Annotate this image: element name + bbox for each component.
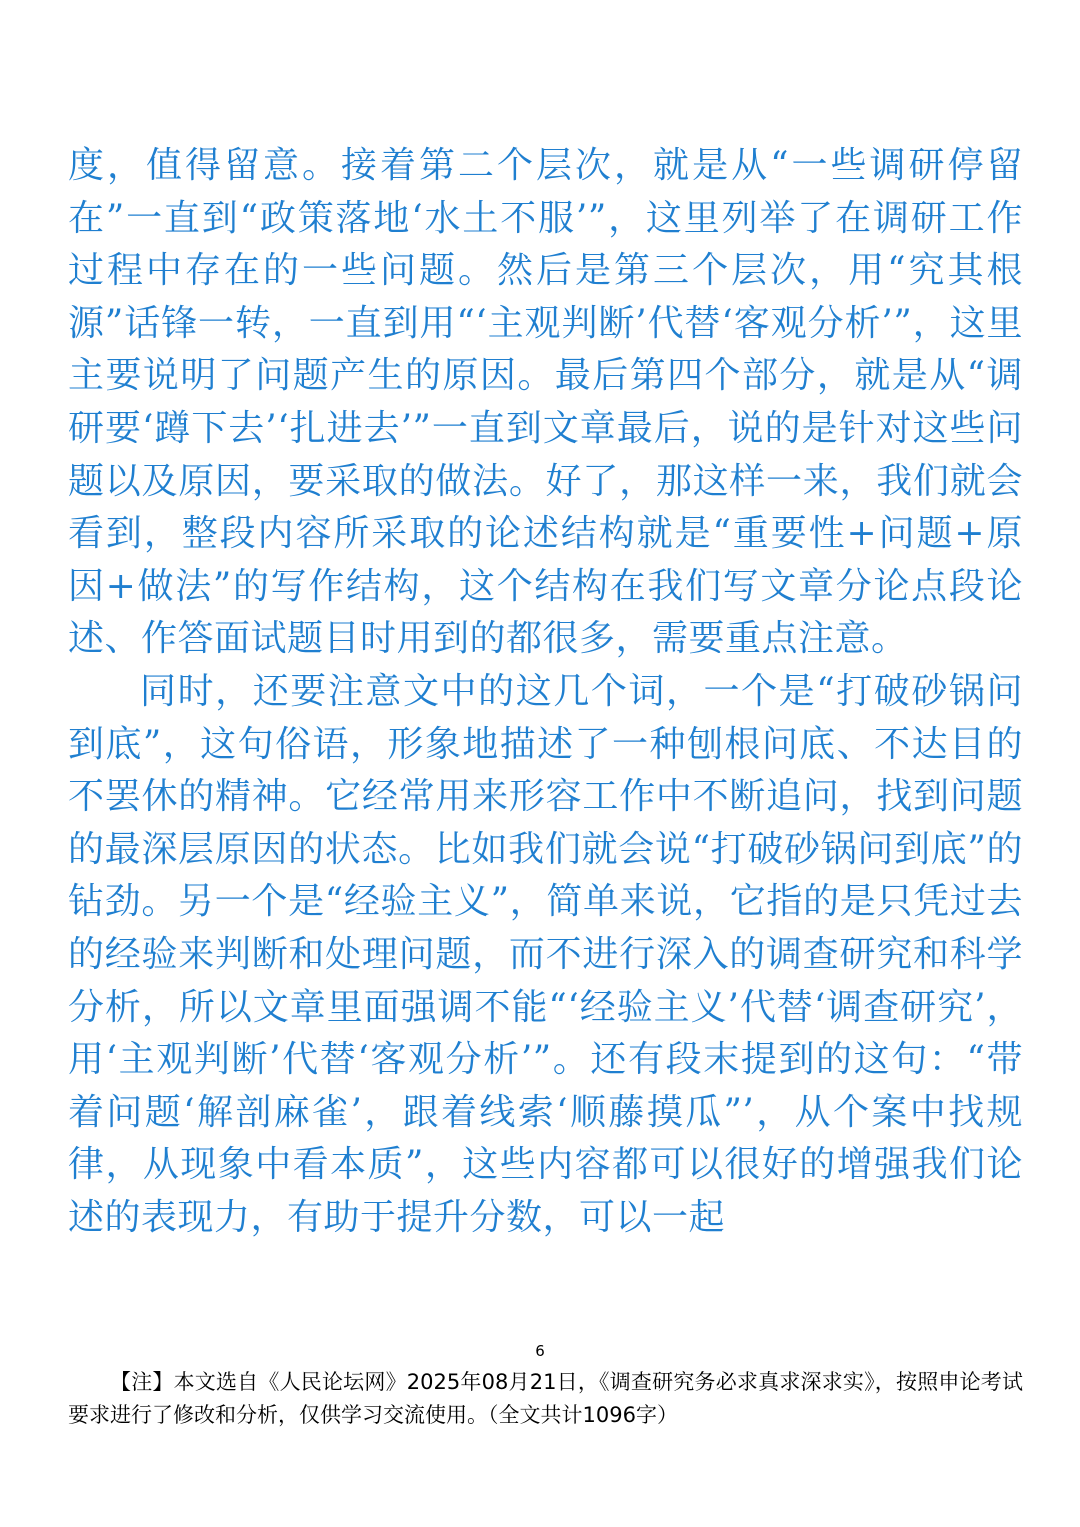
- source-note: 【注】本文选自《人民论坛网》2025年08月21日，《调查研究务必求真求深求实》，按照申论考试要求进行了修改和分析，仅供学习交流使用。（全文共计1096字）: [68, 1370, 1023, 1427]
- article-body: [68, 140, 1023, 1244]
- page-number: 6: [535, 1342, 545, 1360]
- paragraph-continued: 度，值得留意。接着第二个层次，就是从“一些调研停留在”一直到“政策落地‘水土不服’”，这里列举了在调研工作过程中存在的一些问题。然后是第三个层次，用“究其根源”话锋一转，一直到用“‘主观判断’代替‘客观分析’”，这里主要说明了问题产生的原因。最后第四个部分，就是从“调研要‘蹲下去’‘扎进去’”一直到文章最后，说的是针对这些问题以及原因，要采取的做法。好了，那这样一来，我们就会看到，整段内容所采取的论述结构就是“重要性+问题+原因+做法”的写作结构，这个结构在我们写文章分论点段论述、作答面试题目时用到的都很多，需要重点注意。: [68, 145, 1023, 660]
- paragraph: 同时，还要注意文中的这几个词，一个是“打破砂锅问到底”，这句俗语，形象地描述了一种刨根问底、不达目的不罢休的精神。它经常用来形容工作中不断追问，找到问题的最深层原因的状态。比如我们就会说“打破砂锅问到底”的钻劲。另一个是“经验主义”，简单来说，它指的是只凭过去的经验来判断和处理问题，而不进行深入的调查研究和科学分析，所以文章里面强调不能“‘经验主义’代替‘调查研究’，用‘主观判断’代替‘客观分析’”。还有段末提到的这句：“带着问题‘解剖麻雀’，跟着线索‘顺藤摸瓜”’，从个案中找规律，从现象中看本质”，这些内容都可以很好的增强我们论述的表现力，有助于提升分数，可以一起: [68, 670, 1023, 1238]
